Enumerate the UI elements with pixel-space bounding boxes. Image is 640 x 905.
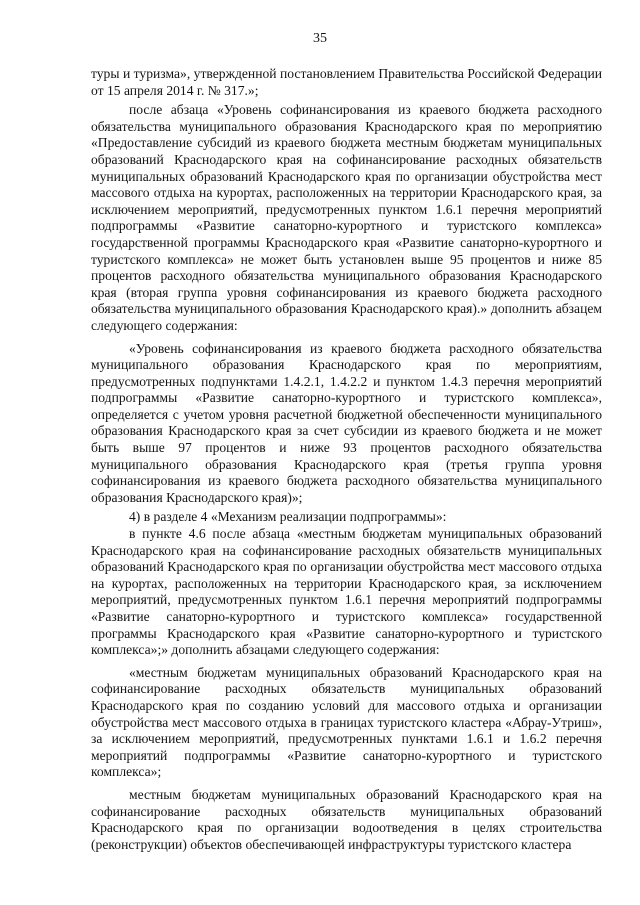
paragraph-point-4-6: в пункте 4.6 после абзаца «местным бюджетам муниципальных образований Краснодарского края на софинансирование расходных обязательств муниципальных образований Краснодарского края по организации обустройства мест массового отдыха на курортах, расположенных на территории Краснодарского края, за исключением мероприятий, предусмотренных пунктом 1.6.1 перечня мероприятий подпрограммы «Развитие санаторно-курортного и туристского комплекса» государственной программы Краснодарского края «Развитие санаторно-курортного и туристского комплекса»;» дополнить абзацами следующего содержания: <box>91 526 602 658</box>
paragraph-quote-level: «Уровень софинансирования из краевого бюджета расходного обязательства муниципального образования Краснодарского края по мероприятиям, предусмотренных подпунктами 1.4.2.1, 1.4.2.2 и пунктом 1.4.3 перечня мероприятий подпрограммы «Развитие санаторно-курортного и туристского комплекса», определяется с учетом уровня расчетной бюджетной обеспеченности муниципального образования Краснодарского края за счет субсидии из краевого бюджета и не может быть выше 97 процентов и ниже 93 процентов расходного обязательства муниципального образования Краснодарского края (третья группа уровня софинансирования из краевого бюджета расходного обязательства муниципального образования Краснодарского края)»; <box>91 340 602 505</box>
page-number: 35 <box>313 31 327 46</box>
paragraph-quote-abrau: «местным бюджетам муниципальных образований Краснодарского края на софинансирование расходных обязательств муниципальных образований Краснодарского края по созданию условий для массового отдыха и организации обустройства мест массового отдыха в границах туристского кластера «Абрау-Утриш», за исключением мероприятий, предусмотренных пунктами 1.6.1 и 1.6.2 перечня мероприятий подпрограммы «Развитие санаторно-курортного и туристского комплекса»; <box>91 664 602 780</box>
paragraph-section-4: 4) в разделе 4 «Механизм реализации подпрограммы»: <box>129 509 447 525</box>
document-body <box>91 66 602 853</box>
paragraph-water-disposal: местным бюджетам муниципальных образований Краснодарского края на софинансирование расходных обязательств муниципальных образований Краснодарского края по организации водоотведения в целях строительства (реконструкции) объектов обеспечивающей инфраструктуры туристского кластера <box>91 786 602 852</box>
paragraph-continuation: туры и туризма», утвержденной постановлением Правительства Российской Федерации от 15 апреля 2014 г. № 317.»; <box>91 66 602 98</box>
paragraph-after-abzats: после абзаца «Уровень софинансирования из краевого бюджета расходного обязательства муниципального образования Краснодарского края по мероприятию «Предоставление субсидий из краевого бюджета местным бюджетам муниципальных образований Краснодарского края на софинансирование расходных обязательств муниципальных образований Краснодарского края по организации обустройства мест массового отдыха на курортах, расположенных на территории Краснодарского края, за исключением мероприятий, предусмотренных пунктом 1.6.1 перечня мероприятий подпрограммы «Развитие санаторно-курортного и туристского комплекса» государственной программы Краснодарского края «Развитие санаторно-курортного и туристского комплекса» не может быть установлен выше 95 процентов и ниже 85 процентов расходного обязательства муниципального образования Краснодарского края (вторая группа уровня софинансирования из краевого бюджета расходного обязательства муниципального образования Краснодарского края).» дополнить абзацем следующего содержания: <box>91 102 602 333</box>
